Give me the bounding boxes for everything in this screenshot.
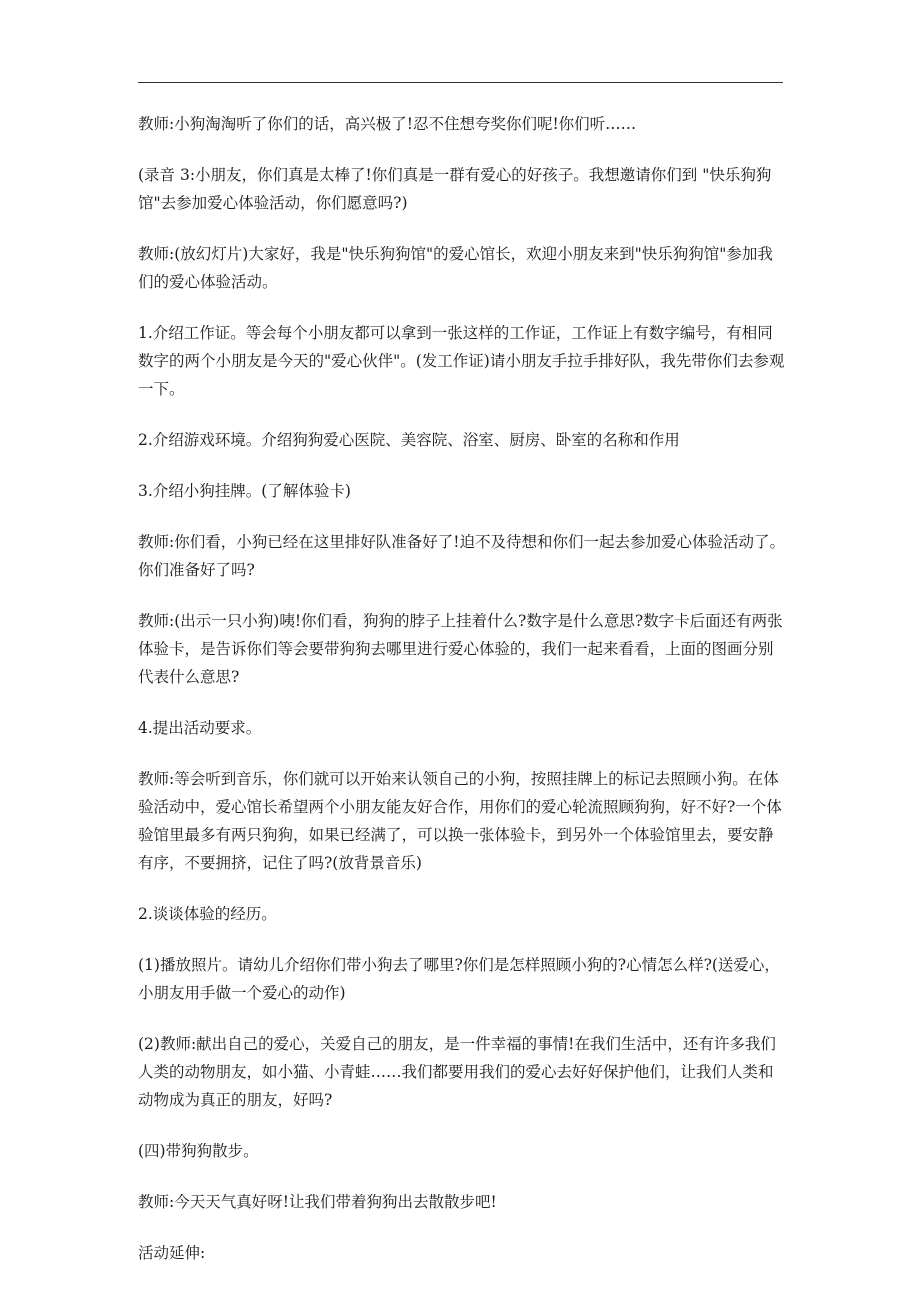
paragraph-teacher-intro: 教师:小狗淘淘听了你们的话，高兴极了!忍不住想夸奖你们呢!你们听…… bbox=[138, 115, 637, 133]
paragraph-recording-3: (录音 3:小朋友，你们真是太棒了!你们真是一群有爱心的好孩子。我想邀请你们到 "快乐狗狗馆"去参加爱心体验活动，你们愿意吗?) bbox=[138, 166, 772, 212]
paragraph-slideshow-welcome: 教师:(放幻灯片)大家好，我是"快乐狗狗馆"的爱心馆长，欢迎小朋友来到"快乐狗狗馆"参加我们的爱心体验活动。 bbox=[138, 245, 773, 291]
paragraph-offer-love: (2)教师:献出自己的爱心，关爱自己的朋友，是一件幸福的事情!在我们生活中，还有许多我们人类的动物朋友，如小猫、小青蛙……我们都要用我们的爱心去好好保护他们，让我们人类和动物成为真正的朋友，好吗? bbox=[138, 1035, 776, 1109]
paragraph-show-dog: 教师:(出示一只小狗)咦!你们看，狗狗的脖子上挂着什么?数字是什么意思?数字卡后面还有两张体验卡，是告诉你们等会要带狗狗去哪里进行爱心体验的，我们一起来看看，上面的图画分别代表什么意思? bbox=[138, 612, 783, 686]
paragraph-activity-requirements: 4.提出活动要求。 bbox=[138, 719, 262, 737]
paragraph-game-environment: 2.介绍游戏环境。介绍狗狗爱心医院、美容院、浴室、厨房、卧室的名称和作用 bbox=[138, 431, 680, 449]
paragraph-talk-experience: 2.谈谈体验的经历。 bbox=[138, 905, 277, 923]
paragraph-dogs-lined-up: 教师:你们看，小狗已经在这里排好队准备好了!迫不及待想和你们一起去参加爱心体验活动了。你们准备好了吗? bbox=[138, 533, 785, 579]
paragraph-walk-dogs: (四)带狗狗散步。 bbox=[138, 1142, 259, 1160]
paragraph-play-photos: (1)播放照片。请幼儿介绍你们带小狗去了哪里?你们是怎样照顾小狗的?心情怎么样?(送爱心，小朋友用手做一个爱心的动作) bbox=[138, 956, 780, 1002]
header-rule bbox=[138, 82, 783, 83]
paragraph-nice-weather: 教师:今天天气真好呀!让我们带着狗狗出去散散步吧! bbox=[138, 1193, 497, 1211]
paragraph-music-instructions: 教师:等会听到音乐，你们就可以开始来认领自己的小狗，按照挂牌上的标记去照顾小狗。在体验活动中，爱心馆长希望两个小朋友能友好合作，用你们的爱心轮流照顾狗狗，好不好?一个体验馆里最多有两只狗狗，如果已经满了，可以换一张体验卡，到另外一个体验馆里去，要安静有序，不要拥挤，记住了吗?(放背景音乐) bbox=[138, 770, 782, 872]
paragraph-activity-extension: 活动延伸: bbox=[138, 1244, 206, 1262]
document-body bbox=[138, 110, 788, 1290]
paragraph-work-badge: 1.介绍工作证。等会每个小朋友都可以拿到一张这样的工作证，工作证上有数字编号，有相同数字的两个小朋友是今天的"爱心伙伴"。(发工作证)请小朋友手拉手排好队，我先带你们去参观一下。 bbox=[138, 324, 785, 398]
paragraph-dog-tag: 3.介绍小狗挂牌。(了解体验卡) bbox=[138, 482, 351, 500]
